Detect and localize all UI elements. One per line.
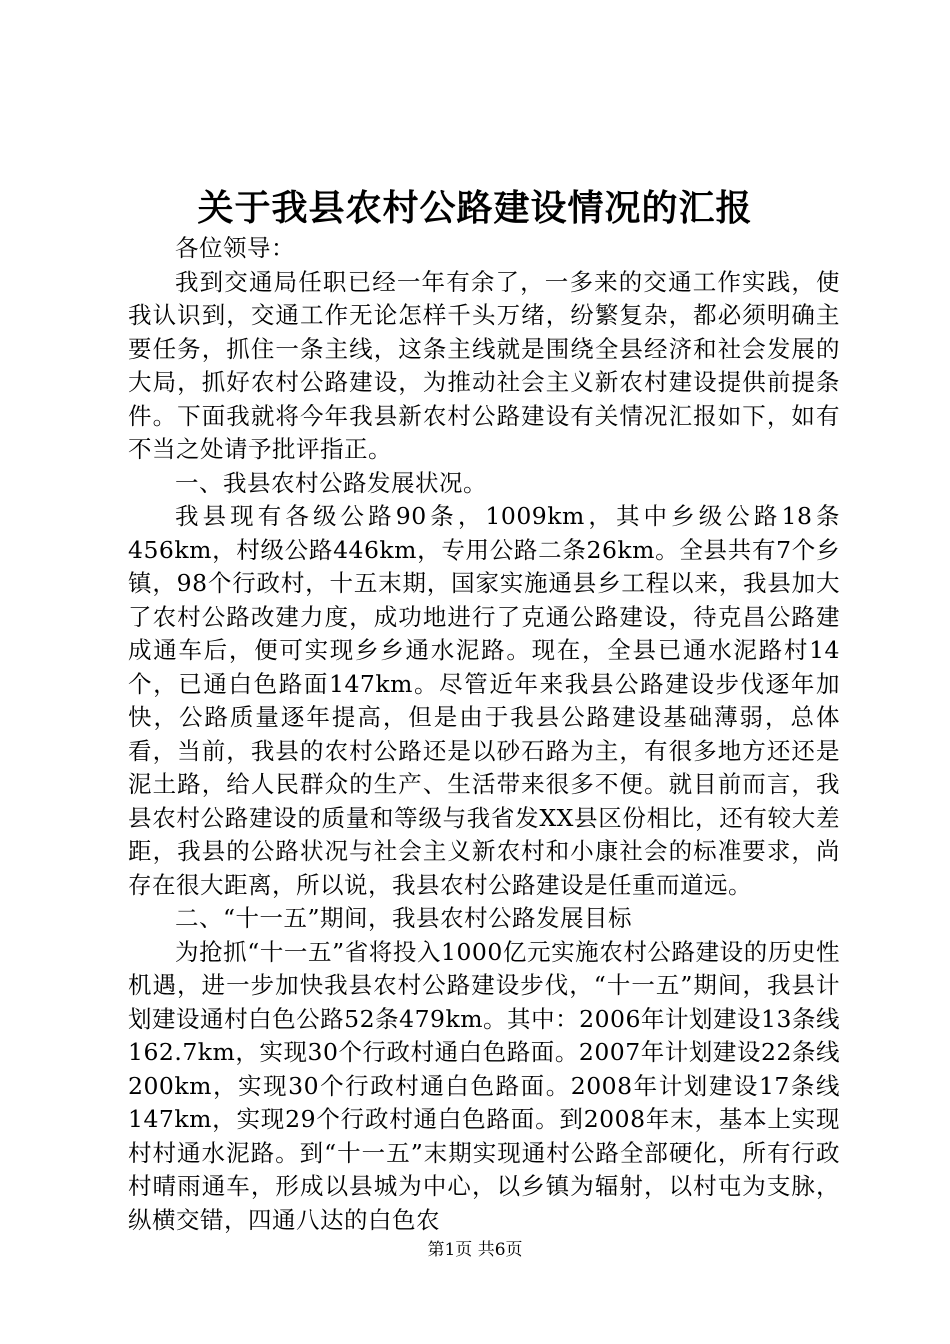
- document-title: 关于我县农村公路建设情况的汇报: [197, 187, 753, 229]
- goals-paragraph: 为抢抓“十一五”省将投入1000亿元实施农村公路建设的历史性机遇，进一步加快我县农村公路建设步伐，“十一五”期间，我县计划建设通村白色公路52条479km。其中：2006年计划建设13条线162.7km，实现30个行政村通白色路面。2007年计划建设22条线200km，实现30个行政村通白色路面。2008年计划建设17条线147km，实现29个行政村通白色路面。到2008年末，基本上实现村村通水泥路。到“十一五”末期实现通村公路全部硬化，所有行政村晴雨通车，形成以县城为中心，以乡镇为辐射，以村屯为支脉，纵横交错，四通八达的白色农: [128, 937, 840, 1234]
- section-heading-2: 二、“十一五”期间，我县农村公路发展目标: [175, 904, 633, 932]
- intro-paragraph: 我到交通局任职已经一年有余了，一多来的交通工作实践，使我认识到，交通工作无论怎样千头万绪，纷繁复杂，都必须明确主要任务，抓住一条主线，这条主线就是围绕全县经济和社会发展的大局，抓好农村公路建设，为推动社会主义新农村建设提供前提条件。下面我就将今年我县新农村公路建设有关情况汇报如下，如有不当之处请予批评指正。: [128, 267, 840, 463]
- status-paragraph: 我县现有各级公路90条，1009km，其中乡级公路18条456km，村级公路446km，专用公路二条26km。全县共有7个乡镇，98个行政村，十五末期，国家实施通县乡工程以来，我县加大了农村公路改建力度，成功地进行了克通公路建设，待克昌公路建成通车后，便可实现乡乡通水泥路。现在，全县已通水泥路村14个，已通白色路面147km。尽管近年来我县公路建设步伐逐年加快，公路质量逐年提高，但是由于我县公路建设基础薄弱，总体看，当前，我县的农村公路还是以砂石路为主，有很多地方还还是泥土路，给人民群众的生产、生活带来很多不便。就目前而言，我县农村公路建设的质量和等级与我省发XX县区份相比，还有较大差距，我县的公路状况与社会主义新农村和小康社会的标准要求，尚存在很大距离，所以说，我县农村公路建设是任重而道远。: [128, 502, 840, 899]
- section-heading-1: 一、我县农村公路发展状况。: [175, 468, 487, 497]
- page-number-footer: 第1页 共6页: [427, 1240, 523, 1260]
- greeting-paragraph: 各位领导：: [175, 234, 295, 262]
- document-body: [128, 232, 840, 1237]
